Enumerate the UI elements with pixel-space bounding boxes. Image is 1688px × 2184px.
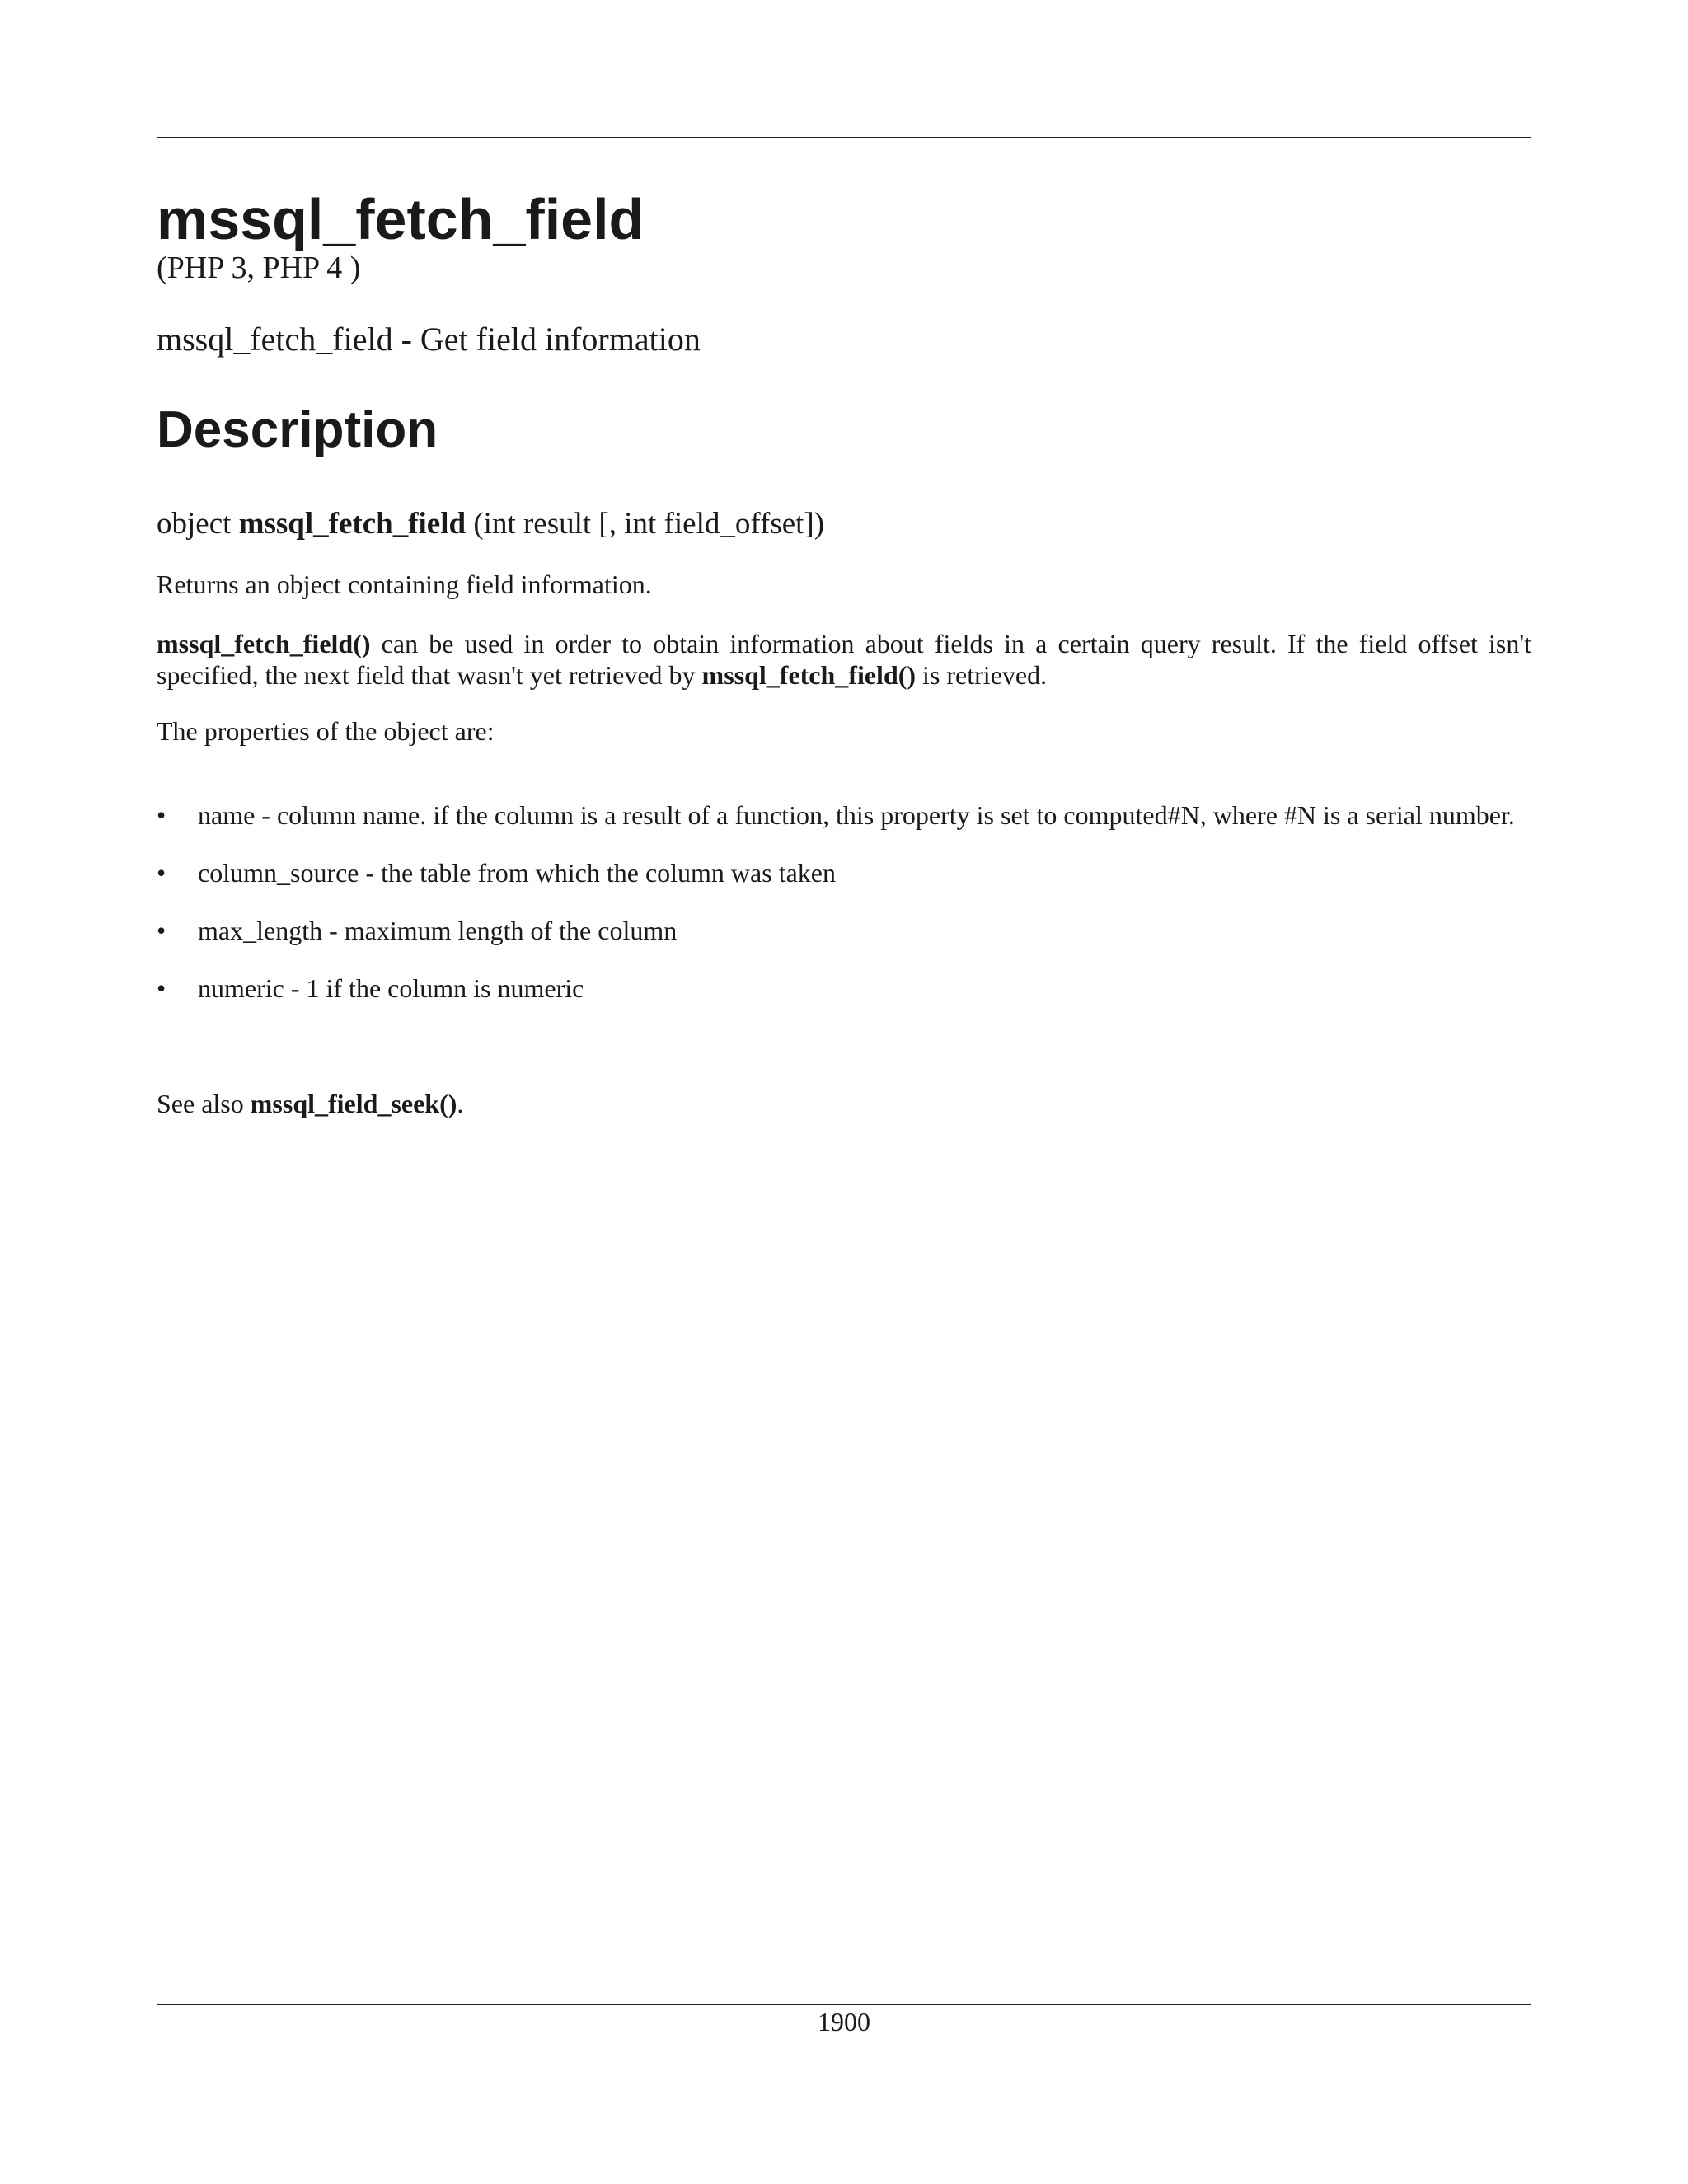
properties-list [157, 799, 1531, 1030]
usage-paragraph [157, 628, 1531, 691]
see-also-link[interactable]: mssql_field_seek() [250, 1089, 457, 1118]
page-title: mssql_fetch_field [157, 187, 645, 251]
see-also-suffix: . [457, 1089, 464, 1118]
function-reference: mssql_fetch_field() [157, 629, 371, 658]
usage-text: is retrieved. [916, 660, 1048, 690]
see-also-prefix: See also [157, 1089, 251, 1118]
description-heading: Description [157, 401, 438, 458]
synopsis-function-name: mssql_fetch_field [238, 507, 467, 541]
properties-intro: The properties of the object are: [157, 716, 495, 746]
header-rule [157, 137, 1531, 138]
synopsis-return-type: object [157, 507, 232, 541]
bullet-icon: • [157, 800, 166, 830]
refpurpose: mssql_fetch_field - Get field information [157, 321, 701, 358]
list-item [157, 915, 1531, 946]
synopsis-params: (int result [, int field_offset]) [473, 507, 825, 541]
returns-paragraph: Returns an object containing field information. [157, 569, 652, 599]
function-synopsis [157, 508, 824, 541]
property-text: numeric - 1 if the column is numeric [198, 973, 584, 1003]
property-text: max_length - maximum length of the column [198, 916, 678, 945]
footer-rule [157, 2004, 1531, 2005]
php-versions: (PHP 3, PHP 4 ) [157, 251, 361, 285]
see-also [157, 1088, 1531, 1119]
page-number: 1900 [818, 2007, 870, 2036]
list-item [157, 799, 1531, 831]
property-text: column_source - the table from which the column was taken [198, 858, 836, 888]
bullet-icon: • [157, 916, 166, 945]
function-reference: mssql_fetch_field() [701, 660, 917, 690]
bullet-icon: • [157, 858, 166, 888]
property-text: name - column name. if the column is a result of a function, this property is set to computed#N, where #N is a serial number. [198, 800, 1515, 830]
list-item [157, 857, 1531, 888]
bullet-icon: • [157, 973, 166, 1003]
usage-text: can be used in order to obtain information about fields in a certain query result. If the field offset isn't specified, the next field that wasn't yet retrieved by [157, 629, 1531, 690]
list-item [157, 972, 1531, 1004]
